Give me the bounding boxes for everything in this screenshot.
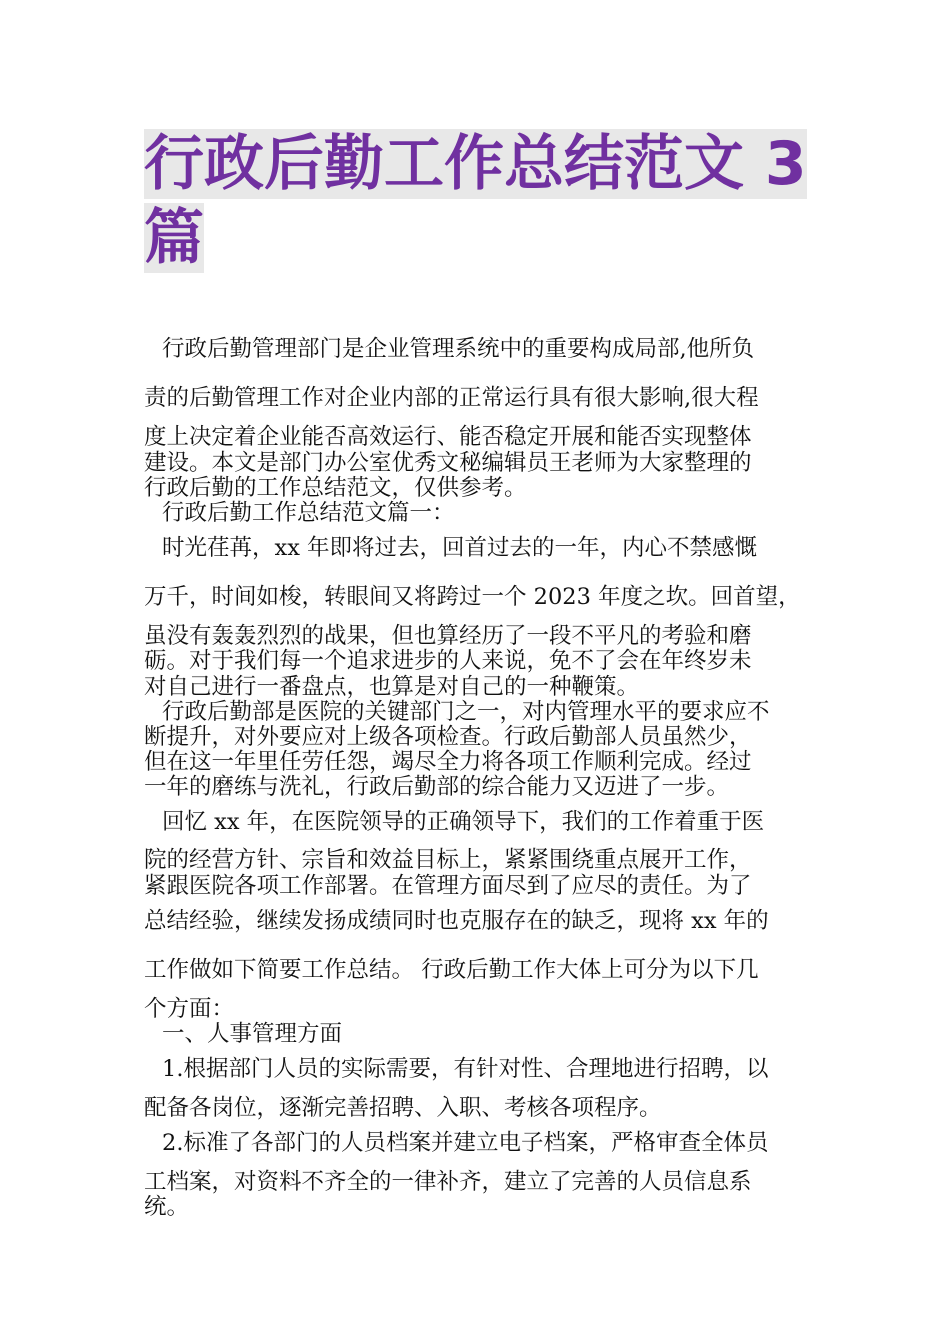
body-line: 紧跟医院各项工作部署。在管理方面尽到了应尽的责任。为了: [144, 873, 752, 899]
body-line: 行政后勤部是医院的关键部门之一，对内管理水平的要求应不: [162, 699, 770, 725]
body-line: 院的经营方针、宗旨和效益目标上，紧紧围绕重点展开工作，: [144, 847, 752, 873]
body-line: 总结经验，继续发扬成绩同时也克服存在的缺乏，现将 xx 年的: [144, 908, 769, 934]
body-line: 责的后勤管理工作对企业内部的正常运行具有很大影响,很大程: [144, 385, 759, 411]
body-line: 时光荏苒，xx 年即将过去，回首过去的一年，内心不禁感慨: [162, 535, 758, 561]
body-line: 虽没有轰轰烈烈的战果，但也算经历了一段不平凡的考验和磨: [144, 623, 752, 649]
body-line: 对自己进行一番盘点，也算是对自己的一种鞭策。: [144, 674, 640, 700]
body-line: 但在这一年里任劳任怨，竭尽全力将各项工作顺利完成。经过: [144, 749, 752, 775]
body-line: 建设。本文是部门办公室优秀文秘编辑员王老师为大家整理的: [144, 450, 752, 476]
body-line: 度上决定着企业能否高效运行、能否稳定开展和能否实现整体: [144, 424, 752, 450]
body-line: 万千，时间如梭，转眼间又将跨过一个 2023 年度之坎。回首望，: [144, 584, 801, 610]
body-line: 个方面：: [144, 996, 235, 1022]
body-line: 砺。对于我们每一个追求进步的人来说，免不了会在年终岁未: [144, 648, 752, 674]
list-item: 配备各岗位，逐渐完善招聘、入职、考核各项程序。: [144, 1095, 662, 1121]
list-item: 统。: [144, 1194, 190, 1220]
body-line: 回忆 xx 年，在医院领导的正确领导下，我们的工作着重于医: [162, 809, 765, 835]
section-heading: 一、人事管理方面: [162, 1021, 343, 1047]
list-item: 工档案，对资料不齐全的一律补齐，建立了完善的人员信息系: [144, 1169, 752, 1195]
body-line: 一年的磨练与洗礼，行政后勤部的综合能力又迈进了一步。: [144, 774, 730, 800]
body-line: 行政后勤的工作总结范文，仅供参考。: [144, 475, 527, 501]
section-heading: 行政后勤工作总结范文篇一：: [162, 500, 455, 526]
body-line: 行政后勤管理部门是企业管理系统中的重要构成局部,他所负: [162, 336, 755, 362]
body-line: 断提升，对外要应对上级各项检查。行政后勤部人员虽然少，: [144, 724, 752, 750]
list-item: 1.根据部门人员的实际需要，有针对性、合理地进行招聘，以: [162, 1056, 769, 1082]
body-line: 工作做如下简要工作总结。 行政后勤工作大体上可分为以下几: [144, 957, 759, 983]
document-title-line-1: 行政后勤工作总结范文 3: [144, 129, 807, 199]
list-item: 2.标准了各部门的人员档案并建立电子档案，严格审查全体员: [162, 1130, 769, 1156]
document-title-line-2: 篇: [144, 203, 204, 273]
